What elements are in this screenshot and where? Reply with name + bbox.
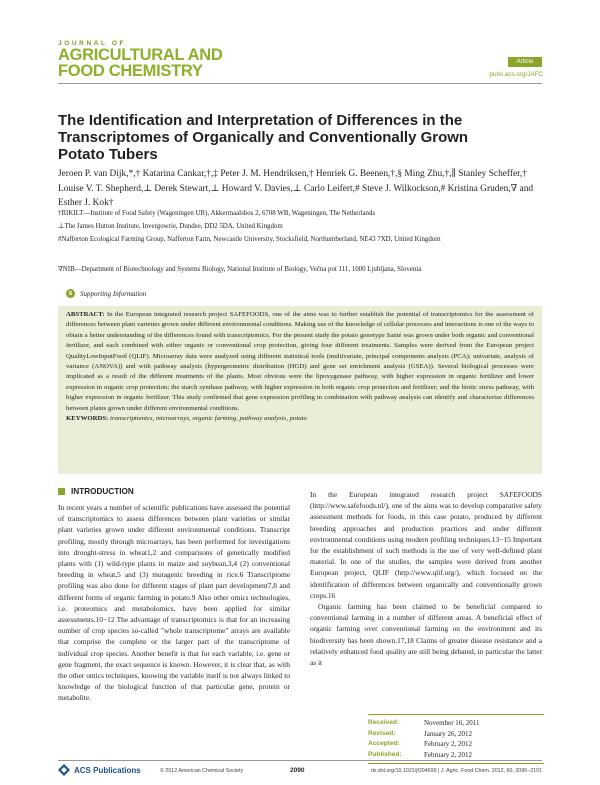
affiliation-nib: ∇NIB—Department of Biotechnology and Systems Biology, National Institute of Biology, Večna pot 111, 1000 Ljubljana, Slovenia: [58, 266, 422, 273]
affiliation-rikilt: †RIKILT—Institute of Food Safety (Wageningen UR), Akkermaalsbos 2, 6708 WB, Wageningen, The Netherlands: [58, 210, 376, 217]
publication-dates: [368, 714, 544, 764]
published-date: February 2, 2012: [424, 750, 473, 759]
intro-paragraph-1: In recent years a number of scientific publications have assessed the potential of transcriptomics to assess differences between plant varieties or similar plant varieties grown under different environmental conditions. Transcript profiling, mostly through microarrays, has been performed for investigations into drought-stress in wheat1,2 and comparisons of genetically modified plants with (1) wild-type plants in maize and soybean,3,4 (2) conventional breeding in wheat,5 and (3) mutagenic breeding in rice.6 Transcriptome profiling was also done for different stages of plant part development7,8 and different forms of organic farming in potato.9 Also other omics technologies, i.e. proteomics and metabolomics, have been applied for similar assessments.10−12 The advantage of transcriptomics is that for an increasing number of crop species so-called "whole transcriptome" arrays are available that comprise the complete or the larger part of the transcriptome of individual crop species. Another benefit is that for each variable, i.e. gene or gene fragment, the exact sequence is known. However, it is clear that, as with the other omics techniques, knowing the variable itself is not always linked to knowledge of the biological function of that particular gene, protein or metabolite.: [58, 503, 290, 703]
received-date: November 16, 2011: [424, 719, 480, 727]
doi-citation-link[interactable]: dx.doi.org/10.1021/jf204699 | J. Agric. Food Chem. 2012, 60, 2090−2101: [370, 768, 542, 774]
journal-name-line2: FOOD CHEMISTRY: [58, 62, 203, 80]
intro-paragraph-3: Organic farming has been claimed to be beneficial compared to conventional farming in a number of different areas. A beneficial effect of organic farming over conventional farming on the environment and its biodiversity has been shown.17,18 Claims of greater disease resistance and a relatively enhanced food quality are still being debated, in particular the latter as it: [310, 602, 542, 668]
journal-of-text: JOURNAL OF: [58, 40, 127, 47]
intro-paragraph-2: In the European integrated research project SAFEFOODS (http://www.safefoods.nl/), one of the aims was to develop comparative safety assessment methods for foods, in this case potato, produced by different breeding approaches and production practices and under different environmental conditions using modern profiling techniques.13−15 Important for the establishment of such methods is the use of very well-defined plant material. In one of the studies, the samples were derived from another European project, QLIF (http://www.qlif.org/), which focused on the identification of differences between organically and conventionally grown crops.16: [310, 490, 542, 600]
abstract-box: [58, 306, 542, 474]
page-number: 2090: [290, 767, 305, 774]
accepted-label: Accepted:: [368, 740, 400, 747]
introduction-heading-label: INTRODUCTION: [71, 487, 134, 496]
section-square-icon: [58, 488, 65, 495]
affiliation-hutton: ⊥The James Hutton Institute, Invergowrie, Dundee, DD2 5DA, United Kingdom: [58, 223, 283, 230]
introduction-heading: [58, 487, 134, 496]
published-label: Published:: [368, 750, 402, 758]
body-column-right: [310, 489, 542, 668]
body-column-left: [58, 502, 290, 704]
header-divider: [58, 83, 542, 84]
revised-date: January 26, 2012: [424, 729, 473, 738]
article-title: The Identification and Interpretation of Differences in the Transcriptomes of Organically and Conventionally Grown Potato Tubers: [58, 112, 469, 163]
abstract-label: ABSTRACT:: [66, 311, 105, 318]
footer-divider: [58, 760, 542, 761]
author-list: Jeroen P. van Dijk,*,† Katarina Cankar,†,‡ Peter J. M. Hendriksen,† Henriek G. Beenen,†,§ Ming Zhu,†,∥ Stanley Scheffer,† Louise V. T. Shepherd,⊥ Derek Stewart,⊥ Howard V. Davies,⊥ Carlo Leifert,# Steve J. Wilkockson,# Kristina Gruden,∇ and Esther J. Kok†: [58, 169, 534, 208]
keywords-text: transcriptomics, microarrays, organic farming, pathway analysis, potato: [110, 415, 307, 423]
acs-publications-logo: [58, 764, 141, 776]
supporting-information-link[interactable]: [66, 289, 146, 298]
journal-logo: [58, 40, 228, 79]
journal-url-link[interactable]: pubs.acs.org/JAFC: [489, 71, 543, 78]
plus-icon: s: [66, 289, 75, 298]
keywords-label: KEYWORDS:: [66, 415, 109, 423]
acs-publications-text: ACS Publications: [74, 765, 141, 775]
affiliation-nafferton: #Nafferton Ecological Farming Group, Nafferton Farm, Newcastle University, Stocksfield, Northumberland, NE43 7XD, United Kingdom: [58, 236, 441, 243]
received-label: Received:: [368, 719, 400, 726]
accepted-date: February 2, 2012: [424, 740, 473, 748]
revised-label: Revised:: [368, 729, 396, 737]
supporting-information-label: Supporting Information: [80, 289, 147, 298]
copyright-text: © 2012 American Chemical Society: [160, 768, 244, 774]
article-type-badge: Article: [508, 57, 542, 67]
abstract-text: In the European integrated research project SAFEFOODS, one of the aims was to further establish the potential of transcriptomics for the assessment of differences between plant varieties grown under different environmental conditions. Making use of the knowledge of cellular processes and interactions is one of the ways to obtain a better understanding of the differences found with transcriptomics. For the present study the potato genotype Santé was grown under both organic and conventional fertilizer, and each combined with either organic or conventional crop protection, giving four different treatments. Samples were derived from the European project QualityLowInputFood (QLIF). Microarray data were analyzed using different statistical tools (multivariate, principal components analysis (PCA); univariate, analysis of variance (ANOVA)) and with pathway analysis (hypergeometric distribution (HGD) and gene set enrichment analysis (GSEA)). Several biological processes were implicated as a result of the different treatments of the plants. Most obvious were the lipoxygenase pathway, with higher expression in organic fertilizer and lower expression in organic crop protection; the starch synthase pathway, with higher expression in both organic crop protection and fertilizer; and the biotic stress pathway, with higher expression in organic fertilizer. This study confirmed that gene expression profiling in combination with pathway analysis can identify and characterize differences between plants grown under different environmental conditions.: [66, 311, 535, 412]
journal-name-line1: AGRICULTURAL AND: [58, 46, 223, 64]
acs-logo-icon: [58, 764, 70, 776]
